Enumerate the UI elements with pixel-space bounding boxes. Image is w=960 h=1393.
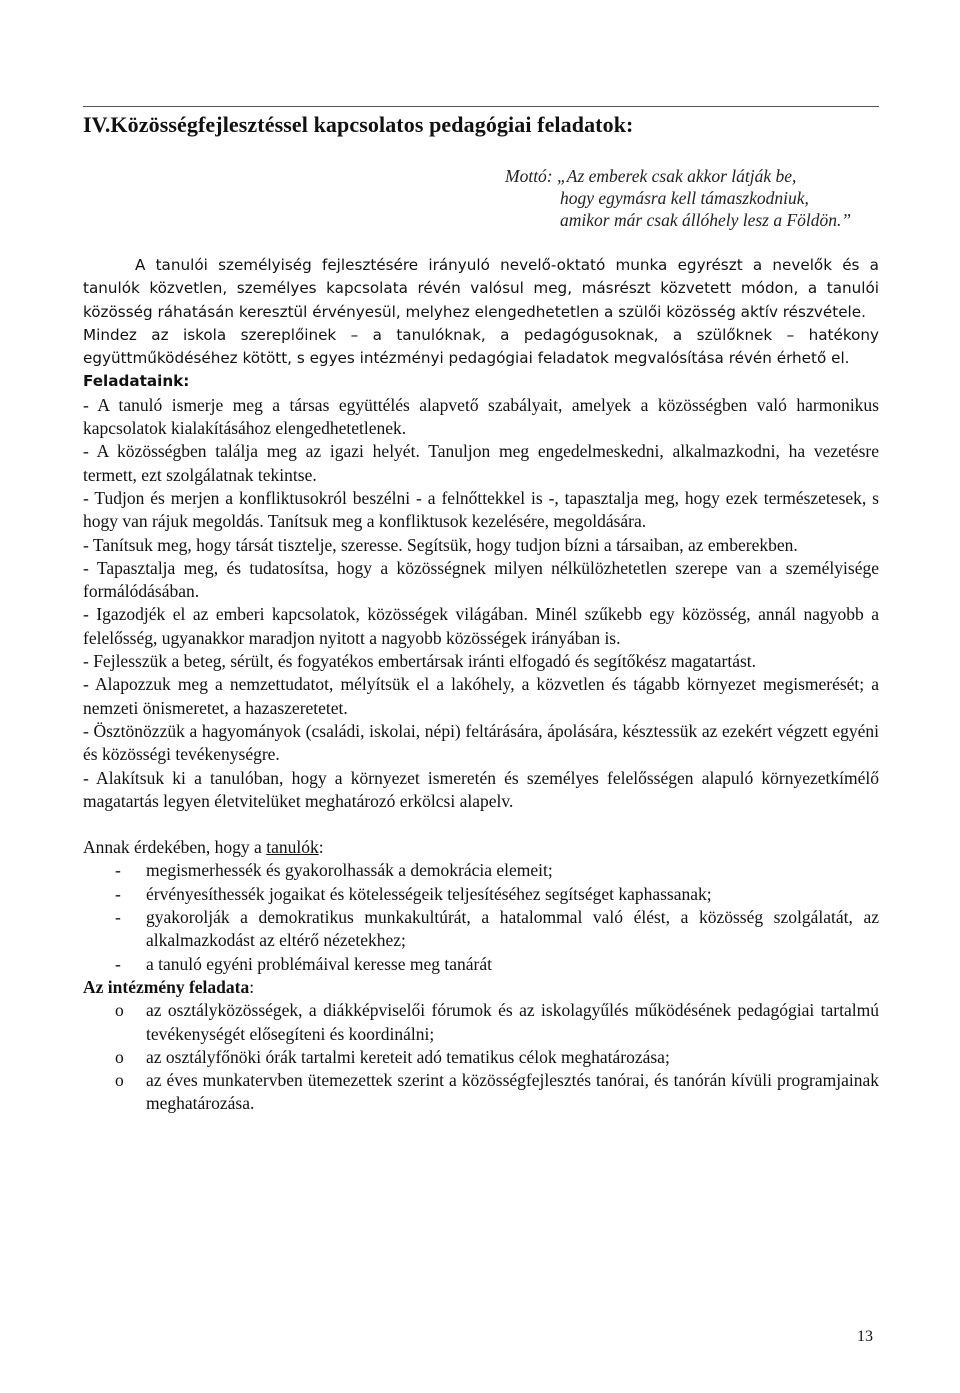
motto — [505, 165, 885, 231]
task-item: - Igazodjék el az emberi kapcsolatok, közösségek világában. Minél szűkebb egy közösség, annál nagyobb a felelősség, ugyanakkor maradjon nyitott a nagyobb közösségek irányában is. — [83, 604, 879, 648]
motto-line-1: Mottó: „Az emberek csak akkor látják be, — [505, 166, 797, 186]
tasks-list — [83, 394, 879, 813]
motto-line-2: hogy egymásra kell támaszkodniuk, — [560, 188, 809, 208]
section-heading: IV.Közösségfejlesztéssel kapcsolatos pedagógiai feladatok: — [83, 112, 634, 137]
tasks-title: Feladataink: — [83, 372, 190, 391]
task-item: - Tapasztalja meg, és tudatosítsa, hogy a közösségnek milyen nélkülözhetetlen szerepe van a személyisége formálódásában. — [83, 557, 879, 602]
task-item: - Tudjon és merjen a konfliktusokról beszélni - a felnőttekkel is -, tapasztalja meg, hogy ezek természetesek, s hogy van rájuk megoldás. Tanítsuk meg a konfliktusok kezelésére, megoldására. — [83, 487, 879, 532]
second-paragraph: Mindez az iskola szereplőinek – a tanulóknak, a pedagógusoknak, a szülőknek – hatékony együttműködéséhez kötött, s egyes intézményi pedagógiai feladatok megvalósítása révén érhető el. — [83, 325, 879, 368]
list-item: - a tanuló egyéni problémáival keresse meg tanárát — [115, 953, 492, 974]
list-item: - megismerhessék és gyakorolhassák a demokrácia elemeit; — [115, 860, 553, 881]
students-intro: Annak érdekében, hogy a tanulók: — [83, 837, 324, 858]
header-rule — [83, 106, 879, 107]
intro-paragraph: A tanulói személyiség fejlesztésére irányuló nevelő-oktató munka egyrészt a nevelők és a tanulók közvetlen, személyes kapcsolata révén valósul meg, másrészt közvetett módon, a tanulói közösség ráhatásán keresztül érvényesül, melyhez elengedhetetlen a szülői közösség aktív részvétele. — [83, 256, 879, 321]
task-item: - Ösztönözzük a hagyományok (családi, iskolai, népi) feltárására, ápolására, késztessük az ezekért végzett egyéni és közösségi tevékenységre. — [83, 720, 879, 765]
list-item: o az osztályfőnöki órák tartalmi kereteit adó tematikus célok meghatározása; — [115, 1046, 670, 1067]
list-item: o az éves munkatervben ütemezettek szerint a közösségfejlesztés tanórai, és tanórán kívüli programjainak meghatározása. — [115, 1070, 879, 1114]
document-body — [83, 254, 879, 1116]
task-item: - Alapozzuk meg a nemzettudatot, mélyítsük el a lakóhely, a közvetlen és tágabb környezet megismerését; a nemzeti önismeretet, a hazaszeretetet. — [83, 674, 879, 718]
students-list — [83, 859, 879, 975]
task-item: - Tanítsuk meg, hogy társát tisztelje, szeresse. Segítsük, hogy tudjon bízni a társaiban, az emberekben. — [83, 534, 798, 555]
list-item: o az osztályközösségek, a diákképviselői fórumok és az iskolagyűlés működésének pedagógiai tartalmú tevékenységét elősegíteni és koordinálni; — [115, 1000, 879, 1044]
page-number: 13 — [857, 1328, 873, 1345]
motto-line-3: amikor már csak állóhely lesz a Földön.” — [560, 210, 852, 230]
task-item: - Fejlesszük a beteg, sérült, és fogyatékos embertársak iránti elfogadó és segítőkész magatartást. — [83, 651, 757, 672]
list-item: - gyakorolják a demokratikus munkakultúrát, a hatalommal való élést, a közösség szolgálatát, az alkalmazkodást az eltérő nézetekhez; — [115, 907, 879, 951]
task-item: - A tanuló ismerje meg a társas együttélés alapvető szabályait, amelyek a közösségben való harmonikus kapcsolatok kialakításához elengedhetetlenek. — [83, 394, 879, 439]
students-underlined: tanulók — [266, 837, 319, 858]
institution-list — [83, 999, 879, 1115]
task-item: - Alakítsuk ki a tanulóban, hogy a környezet ismeretén és személyes felelősségen alapuló környezetkímélő magatartás legyen életvitelüket meghatározó erkölcsi alapelv. — [83, 767, 879, 811]
task-item: - A közösségben találja meg az igazi helyét. Tanuljon meg engedelmeskedni, alkalmazkodni, ha vezetésre termett, ezt szolgálatnak tekintse. — [83, 441, 879, 485]
list-item: - érvényesíthessék jogaikat és kötelességeik teljesítéséhez segítséget kaphassanak; — [115, 883, 712, 904]
motto-label: Mottó: — [505, 166, 553, 186]
institution-title: Az intézmény feladata: — [83, 976, 255, 997]
